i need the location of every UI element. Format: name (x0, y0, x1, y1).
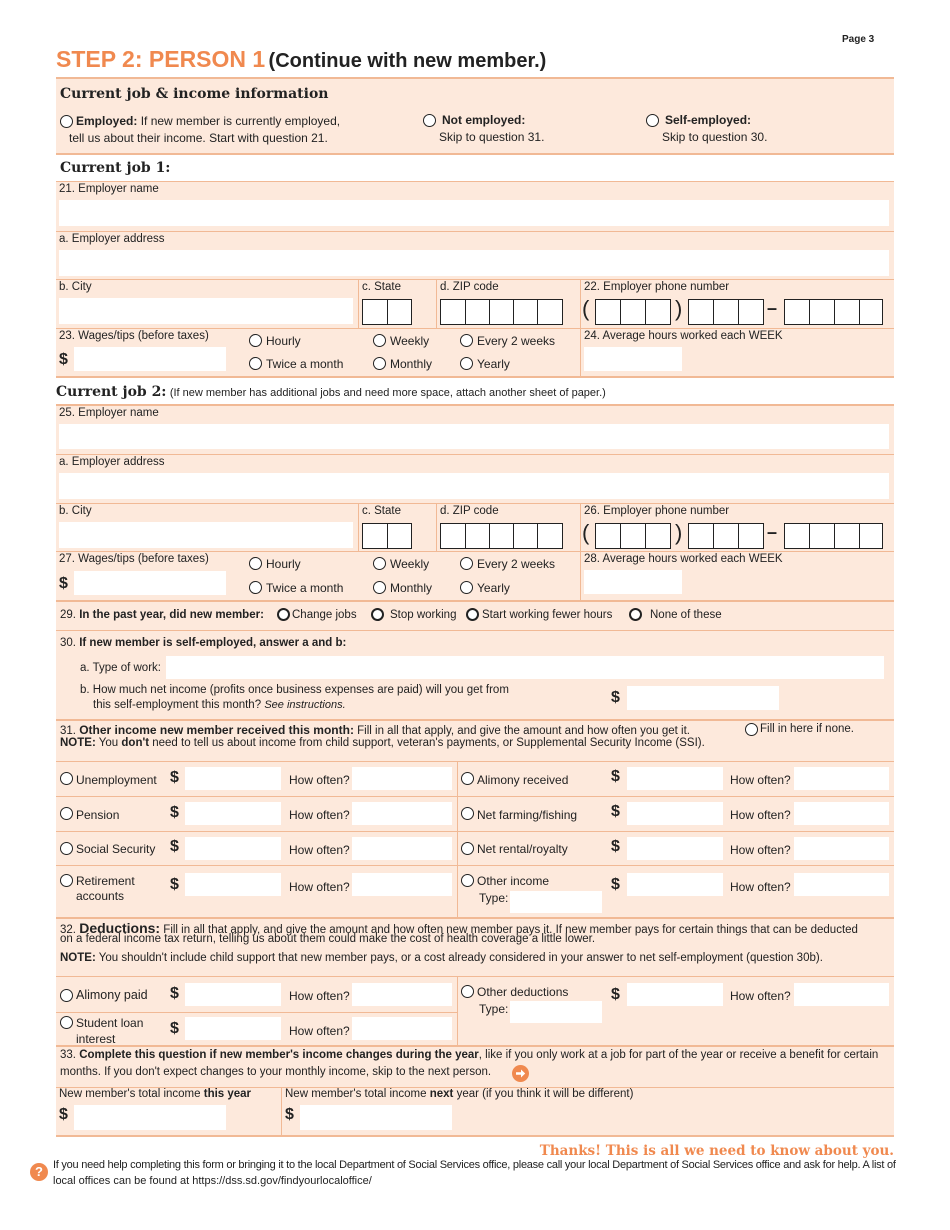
q30a-type-of-work-input[interactable] (166, 656, 884, 679)
income-this-year-dollar: $ (59, 1106, 68, 1123)
job1-twice-month-label: Twice a month (266, 357, 344, 371)
net-farming-radio[interactable] (461, 807, 474, 820)
hours1-label: 24. Average hours worked each WEEK (584, 330, 783, 342)
phone1-label: 22. Employer phone number (584, 281, 730, 293)
social-security-dollar: $ (170, 838, 179, 855)
step-title: STEP 2: PERSON 1 (56, 46, 266, 72)
wages1-input[interactable] (74, 347, 226, 371)
current-job-info-title: Current job & income information (60, 86, 329, 102)
employer1-name-input[interactable] (59, 200, 889, 226)
not-employed-note: Skip to question 31. (439, 130, 545, 144)
not-employed-radio[interactable] (423, 114, 436, 127)
retirement-dollar: $ (170, 876, 179, 893)
q29-fewer-hours-label: Start working fewer hours (482, 609, 613, 621)
phone1-dash: – (767, 298, 778, 318)
q29-stop-working-radio[interactable] (371, 608, 384, 621)
student-loan-label-line2: interest (76, 1032, 116, 1046)
q30-question: 30. If new member is self-employed, answer a and b: (60, 637, 347, 649)
net-farming-amount-input[interactable] (627, 802, 723, 825)
unemployment-how-often-label: How often? (289, 773, 350, 787)
help-text-line1: If you need help completing this form or bringing it to the local Department of Social Services office, please call your local Department of Social Services office and ask for help. A list of (53, 1159, 896, 1171)
student-loan-label: Student loan (76, 1016, 144, 1030)
net-farming-dollar: $ (611, 803, 620, 820)
wages2-label: 27. Wages/tips (before taxes) (59, 553, 209, 565)
self-employed-radio[interactable] (646, 114, 659, 127)
pension-how-often-label: How often? (289, 808, 350, 822)
income-next-year-dollar: $ (285, 1106, 294, 1123)
employer2-address-label: a. Employer address (59, 456, 165, 468)
zip2-label: d. ZIP code (440, 505, 499, 517)
q30b-net-income-input[interactable] (627, 686, 779, 710)
student-loan-dollar: $ (170, 1020, 179, 1037)
employer2-name-input[interactable] (59, 424, 889, 449)
employed-label-line2: tell us about their income. Start with question 21. (69, 131, 328, 145)
alimony-paid-label: Alimony paid (76, 988, 148, 1002)
q31-none-label: Fill in here if none. (760, 723, 854, 735)
job2-header (56, 384, 606, 400)
state1-label: c. State (362, 281, 401, 293)
self-employed-label: Self-employed: (665, 113, 752, 127)
income-next-year-label: New member's total income next year (if you think it will be different) (285, 1088, 634, 1100)
q31-none-radio[interactable] (745, 723, 758, 736)
pension-how-often-input[interactable] (352, 802, 452, 825)
net-rental-how-often-input[interactable] (794, 837, 889, 860)
job1-yearly-radio[interactable] (460, 357, 473, 370)
q29-none-radio[interactable] (629, 608, 642, 621)
job2-weekly-label: Weekly (390, 557, 430, 571)
wages2-input[interactable] (74, 571, 226, 595)
hours2-label: 28. Average hours worked each WEEK (584, 553, 783, 565)
page-number: Page 3 (842, 34, 875, 45)
alimony-paid-amount-input[interactable] (185, 983, 281, 1006)
state1-input[interactable] (362, 299, 412, 325)
state2-input[interactable] (362, 523, 412, 549)
retirement-radio[interactable] (60, 874, 73, 887)
income-next-year-input[interactable] (300, 1105, 452, 1130)
unemployment-dollar: $ (170, 769, 179, 786)
phone1-line-number[interactable] (784, 299, 883, 325)
income-this-year-label: New member's total income this year (59, 1088, 252, 1100)
phone1-prefix[interactable] (688, 299, 764, 325)
other-deductions-amount-input[interactable] (627, 983, 723, 1006)
wages1-label: 23. Wages/tips (before taxes) (59, 330, 209, 342)
q29-question: 29. In the past year, did new member: (60, 609, 264, 621)
phone2-area-code[interactable] (595, 523, 671, 549)
social-security-amount-input[interactable] (185, 837, 281, 860)
retirement-how-often-label: How often? (289, 880, 350, 894)
unemployment-label: Unemployment (76, 773, 157, 787)
employer1-address-input[interactable] (59, 250, 889, 276)
city2-label: b. City (59, 505, 92, 517)
other-deductions-type-input[interactable] (510, 1001, 602, 1023)
q33-question: 33. Complete this question if new member's income changes during the year, like if you only work at a job for part of the year or receive a benefit for certain (60, 1049, 879, 1061)
job2-every2weeks-label: Every 2 weeks (477, 557, 556, 571)
other-income-type-input[interactable] (510, 891, 602, 913)
job2-monthly-radio[interactable] (373, 581, 386, 594)
phone2-line-number[interactable] (784, 523, 883, 549)
social-security-label: Social Security (76, 842, 156, 856)
job2-hourly-label: Hourly (266, 557, 301, 571)
phone2-label: 26. Employer phone number (584, 505, 730, 517)
student-loan-amount-input[interactable] (185, 1017, 281, 1040)
job2-hourly-radio[interactable] (249, 557, 262, 570)
zip1-input[interactable] (440, 299, 563, 325)
q32-note: NOTE: You shouldn't include child support that new member pays, or a cost already considered in your answer to net self-employment (question 30b). (60, 952, 823, 964)
unemployment-how-often-input[interactable] (352, 767, 452, 790)
pension-label: Pension (76, 808, 120, 822)
alimony-received-how-often-label: How often? (730, 773, 791, 787)
net-farming-label: Net farming/fishing (477, 808, 578, 822)
job1-monthly-radio[interactable] (373, 357, 386, 370)
job2-monthly-label: Monthly (390, 581, 433, 595)
alimony-received-label: Alimony received (477, 773, 569, 787)
other-income-how-often-label: How often? (730, 880, 791, 894)
step-subtitle: (Continue with new member.) (268, 50, 547, 72)
pension-amount-input[interactable] (185, 802, 281, 825)
other-deductions-type-label: Type: (479, 1002, 509, 1016)
q33-question-line2: months. If you don't expect changes to your monthly income, skip to the next person. (60, 1066, 492, 1078)
page-title (56, 46, 546, 73)
job1-weekly-radio[interactable] (373, 334, 386, 347)
help-text-line2: local offices can be found at https://dss.sd.gov/findyourlocaloffice/ (53, 1175, 372, 1187)
job1-hourly-label: Hourly (266, 334, 301, 348)
job1-hourly-radio[interactable] (249, 334, 262, 347)
net-rental-amount-input[interactable] (627, 837, 723, 860)
zip2-input[interactable] (440, 523, 563, 549)
alimony-received-dollar: $ (611, 768, 620, 785)
alimony-received-amount-input[interactable] (627, 767, 723, 790)
job1-title: Current job 1: (60, 160, 171, 176)
alimony-paid-how-often-input[interactable] (352, 983, 452, 1006)
help-question-icon: ? (30, 1163, 48, 1181)
phone2-prefix[interactable] (688, 523, 764, 549)
q31-note: NOTE: You don't need to tell us about income from child support, veteran's payments, or Supplemental Security Income (SSI). (60, 737, 705, 749)
q31-question: 31. Other income new member received this month: Fill in all that apply, and give the amount and how often you get it. (60, 723, 690, 737)
net-farming-how-often-label: How often? (730, 808, 791, 822)
phone1-paren-open: ( (582, 296, 590, 321)
retirement-amount-input[interactable] (185, 873, 281, 896)
employer1-name-label: 21. Employer name (59, 183, 159, 195)
q29-none-label: None of these (650, 609, 722, 621)
job2-note: (If new member has additional jobs and need more space, attach another sheet of paper.) (169, 387, 606, 399)
job2-every2weeks-radio[interactable] (460, 557, 473, 570)
alimony-paid-dollar: $ (170, 985, 179, 1002)
job2-twice-month-radio[interactable] (249, 581, 262, 594)
alimony-paid-how-often-label: How often? (289, 989, 350, 1003)
other-deductions-label: Other deductions (477, 985, 569, 999)
self-employed-note: Skip to question 30. (662, 130, 768, 144)
job2-yearly-radio[interactable] (460, 581, 473, 594)
retirement-how-often-input[interactable] (352, 873, 452, 896)
job2-twice-month-label: Twice a month (266, 581, 344, 595)
other-deductions-how-often-input[interactable] (794, 983, 889, 1006)
q30b-dollar-sign: $ (611, 689, 620, 706)
income-this-year-input[interactable] (74, 1105, 226, 1130)
other-income-dollar: $ (611, 876, 620, 893)
q29-fewer-hours-radio[interactable] (466, 608, 479, 621)
other-income-label: Other income (477, 874, 550, 888)
employed-radio[interactable] (60, 115, 73, 128)
other-deductions-radio[interactable] (461, 985, 474, 998)
unemployment-amount-input[interactable] (185, 767, 281, 790)
unemployment-radio[interactable] (60, 772, 73, 785)
net-farming-how-often-input[interactable] (794, 802, 889, 825)
phone2-paren-open: ( (582, 520, 590, 545)
other-income-radio[interactable] (461, 874, 474, 887)
job1-twice-month-radio[interactable] (249, 357, 262, 370)
job1-every2weeks-label: Every 2 weeks (477, 334, 556, 348)
job2-title: Current job 2: (56, 384, 167, 400)
student-loan-how-often-label: How often? (289, 1024, 350, 1038)
not-employed-label: Not employed: (442, 113, 526, 127)
retirement-label: Retirement (76, 874, 135, 888)
wages1-dollar-sign: $ (59, 351, 68, 368)
other-deductions-dollar: $ (611, 986, 620, 1003)
job2-weekly-radio[interactable] (373, 557, 386, 570)
social-security-radio[interactable] (60, 842, 73, 855)
q29-change-jobs-radio[interactable] (277, 608, 290, 621)
q32-question-line2: on a federal income tax return, telling us about them could make the cost of health coverage a little lower. (60, 933, 596, 945)
hours2-input[interactable] (584, 570, 682, 594)
employer2-name-label: 25. Employer name (59, 407, 159, 419)
phone1-area-code[interactable] (595, 299, 671, 325)
pension-dollar: $ (170, 804, 179, 821)
retirement-label-line2: accounts (76, 889, 125, 903)
other-income-how-often-input[interactable] (794, 873, 889, 896)
job1-monthly-label: Monthly (390, 357, 433, 371)
phone2-paren-close: ) (675, 520, 683, 545)
social-security-how-often-label: How often? (289, 843, 350, 857)
q32-question: 32. Deductions: Fill in all that apply, and give the amount and how often new member pays it. If new member pays for certain things that can be deducted (60, 920, 858, 936)
alimony-received-radio[interactable] (461, 772, 474, 785)
q30a-label: a. Type of work: (80, 662, 161, 674)
phone1-paren-close: ) (675, 296, 683, 321)
other-deductions-how-often-label: How often? (730, 989, 791, 1003)
city1-input[interactable] (59, 298, 353, 324)
alimony-paid-radio[interactable] (60, 989, 73, 1002)
state2-label: c. State (362, 505, 401, 517)
hours1-input[interactable] (584, 347, 682, 371)
employer2-address-input[interactable] (59, 473, 889, 499)
q29-change-jobs-label: Change jobs (292, 609, 357, 621)
job1-yearly-label: Yearly (477, 357, 510, 371)
city1-label: b. City (59, 281, 92, 293)
net-rental-radio[interactable] (461, 842, 474, 855)
employer1-address-label: a. Employer address (59, 233, 165, 245)
zip1-label: d. ZIP code (440, 281, 499, 293)
city2-input[interactable] (59, 522, 353, 548)
alimony-received-how-often-input[interactable] (794, 767, 889, 790)
student-loan-how-often-input[interactable] (352, 1017, 452, 1040)
job2-yearly-label: Yearly (477, 581, 510, 595)
other-income-type-label: Type: (479, 891, 509, 905)
other-income-amount-input[interactable] (627, 873, 723, 896)
pension-radio[interactable] (60, 807, 73, 820)
q30b-label-line2: this self-employment this month? See instructions. (93, 699, 346, 711)
student-loan-radio[interactable] (60, 1016, 73, 1029)
q30b-label: b. How much net income (profits once business expenses are paid) will you get from (80, 684, 509, 696)
phone2-dash: – (767, 522, 778, 542)
q29-stop-working-label: Stop working (390, 609, 457, 621)
employed-label: Employed: If new member is currently employed, (76, 114, 341, 128)
social-security-how-often-input[interactable] (352, 837, 452, 860)
job1-every2weeks-radio[interactable] (460, 334, 473, 347)
arrow-right-icon (512, 1065, 529, 1082)
net-rental-dollar: $ (611, 838, 620, 855)
wages2-dollar-sign: $ (59, 575, 68, 592)
job1-weekly-label: Weekly (390, 334, 430, 348)
net-rental-label: Net rental/royalty (477, 842, 568, 856)
net-rental-how-often-label: How often? (730, 843, 791, 857)
thanks-message: Thanks! This is all we need to know about you. (539, 1143, 894, 1159)
